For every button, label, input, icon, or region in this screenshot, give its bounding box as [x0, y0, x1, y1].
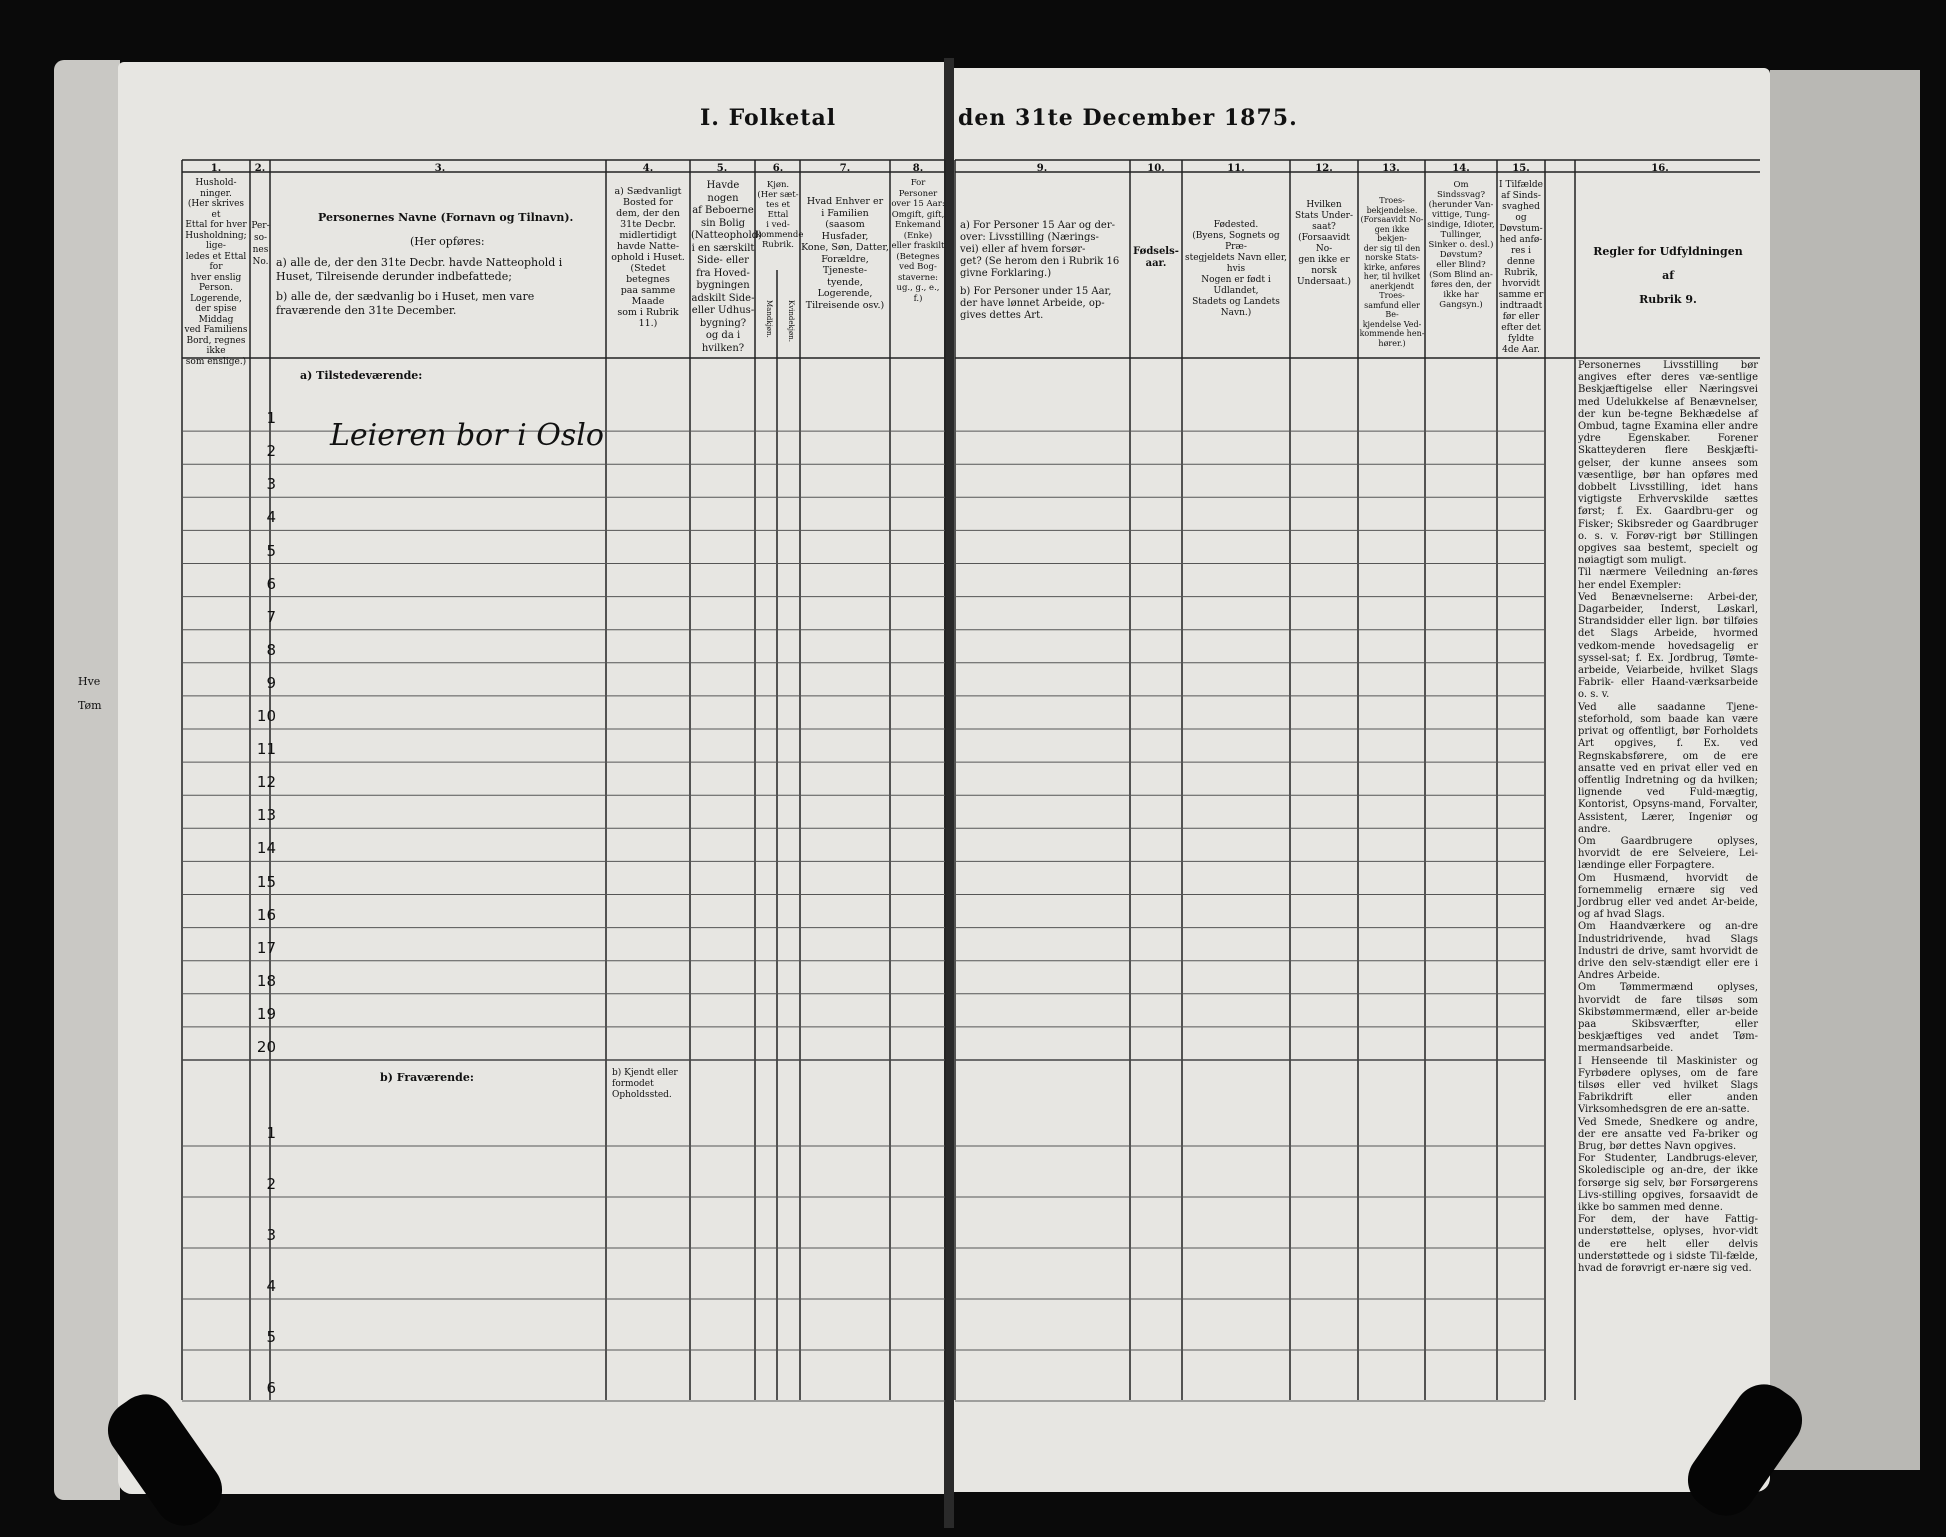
row-number: 1: [266, 1124, 276, 1142]
section-present-label: a) Tilstedeværende:: [300, 369, 423, 382]
row-number: 13: [256, 806, 276, 825]
header-sex-female: Kvindekjøn.: [787, 300, 795, 342]
header-households: Hushold- ninger. (Her skrives et Ettal for hver Husholdning; lige- ledes et Ettal for hver enslig Person. Logerende, der spise Middag ved Familiens Bord, regnes ikke som enslige.): [184, 178, 248, 367]
column-number: 8.: [912, 163, 924, 174]
header-marital-status: For Personer over 15 Aar: Omgift, gift, Enkemand (Enke) eller fraskilt (Betegnes ved Bog- staverne: ug., g., e., f.): [891, 178, 945, 304]
header-sex-male: Mandkjøn.: [765, 300, 773, 338]
header-usual-residence: a) Sædvanligt Bosted for dem, der den 31te Decbr. midlertidigt havde Natte- ophold i Huset. (Stedet betegnes paa samme Maade som i Rubrik 11.): [611, 186, 685, 329]
row-number: 8: [266, 640, 276, 659]
header-citizenship: Hvilken Stats Under- saat? (Forsaavidt No- gen ikke er norsk Undersaat.): [1294, 200, 1354, 287]
row-number: 17: [256, 938, 276, 957]
header-birthplace: Fødested. (Byens, Sognets og Præ- stegjeldets Navn eller, hvis Nogen er født i Udlandet, Stadets og Landets Navn.): [1184, 220, 1288, 318]
title-left: I. Folketal: [700, 105, 837, 131]
header-occupation-a: a) For Personer 15 Aar og der- over: Livsstilling (Nærings- vei) eller af hvem forsør- get? (Se herom den i Rubrik 16 givne Forklaring.): [960, 220, 1120, 279]
column-number: 11.: [1227, 163, 1245, 174]
header-occupation-b: b) For Personer under 15 Aar, der have lønnet Arbeide, op- gives dettes Art.: [960, 286, 1112, 321]
row-number: 14: [256, 839, 276, 858]
row-number: 16: [256, 905, 276, 924]
row-number: 4: [266, 1277, 276, 1295]
header-religion: Troes- bekjendelse. (Forsaavidt No- gen ikke bekjen- der sig til den norske Stats- kirke, anføres her, til hvilket anerkjendt Troes- samfund eller Be- kjendelse Ved- kommende hen- hører.): [1359, 196, 1425, 348]
row-number: 5: [266, 541, 276, 560]
column-number: 1.: [210, 163, 222, 174]
row-number: 3: [266, 1226, 276, 1244]
row-number: 6: [266, 1379, 276, 1397]
handwritten-entry: Leieren bor i Oslo: [330, 418, 604, 453]
row-number: 3: [266, 475, 276, 494]
row-number: 10: [256, 707, 276, 725]
column-number: 5.: [716, 163, 728, 174]
column-number: 14.: [1452, 163, 1470, 174]
row-number: 2: [266, 1175, 276, 1193]
column-number: 15.: [1512, 163, 1530, 174]
header-family-role: Hvad Enhver er i Familien (saasom Husfader, Kone, Søn, Datter, Forældre, Tjeneste- tyende, Logerende, Tilreisende osv.): [801, 196, 889, 311]
column-number: 3.: [434, 163, 446, 174]
row-number: 12: [256, 773, 276, 792]
header-separate-building: Havde nogen af Beboerne sin Bolig (Natteophold) i en særskilt Side- eller fra Hoved- bygningen adskilt Side- eller Udhus- bygning? og da i hvilken?: [691, 180, 762, 354]
header-person-no: Per- so- nes No.: [251, 221, 270, 267]
header-names-title: Personernes Navne (Fornavn og Tilnavn).: [318, 211, 574, 224]
row-number: 19: [256, 1004, 276, 1023]
row-number: 6: [266, 574, 276, 593]
row-number: 7: [266, 607, 276, 626]
header-sex: Kjøn. (Her sæt- tes et Ettal i ved- kommende Rubrik.: [756, 180, 804, 250]
column-number: 2.: [254, 163, 266, 174]
title-right: den 31te December 1875.: [958, 105, 1298, 131]
header-names-a: a) alle de, der den 31te Decbr. havde Natteophold i Huset, Tilreisende derunder indbefattede;: [276, 256, 563, 283]
row-number: 18: [256, 971, 276, 990]
header-names-sub: (Her opføres:: [410, 235, 485, 248]
column-number: 6.: [772, 163, 784, 174]
row-number: 1: [266, 409, 276, 428]
row-number: 4: [266, 508, 276, 527]
row-number: 15: [256, 872, 276, 891]
column-number: 16.: [1651, 163, 1669, 174]
row-number: 20: [256, 1038, 276, 1056]
header-rules: Regler for Udfyldningen af Rubrik 9.: [1593, 245, 1743, 306]
row-number: 11: [256, 740, 276, 759]
rules-text: Personernes Livsstilling bør angives efter deres væ-sentlige Beskjæftigelse eller Næringsvei med Udelukkelse af Benævnelser, der kun be-tegne Bekhædelse af Ombud, tagne Examina eller andre ydre Egenskaber. Forener Skatteyderen flere Beskjæfti-gelser, der kunne ansees som væsentlige, bør han opføres med dobbelt Livsstilling, idet hans vigtigste Erhvervskilde sættes først; f. Ex. Gaardbru-ger og Fisker; Skibsreder og Gaardbruger o. s. v. Forøv-rigt bør Stillingen opgives saa bestemt, specielt og nøiagtigt som muligt. Til nærmere Veiledning an-føres her endel Exempler: Ved Benævnelserne: Arbei-der, Dagarbeider, Inderst, Løskarl, Strandsidder eller lign. bør tilføies det Slags Arbeide, hvormed vedkom-mende hovedsagelig er syssel-sat; f. Ex. Jordbrug, Tømte-arbeide, Veiarbeide, hvilket Slags Fabrik- eller Haand-værksarbeide o. s. v. Ved alle saadanne Tjene-steforhold, som baade kan være privat og offentligt, bør Forholdets Art opgives, f. Ex. ved Regnskabsførere, om de ere ansatte ved en privat eller ved en offentlig Indretning og da hvilken; lignende ved Fuld-mægtig, Kontorist, Opsyns-mand, Forvalter, Assistent, Lærer, Ingeniør og andre. Om Gaardbrugere oplyses, hvorvidt de ere Selveiere, Lei-lændinge eller Forpagtere. Om Husmænd, hvorvidt de fornemmelig ernære sig ved Jordbrug eller ved andet Ar-beide, og af hvad Slags. Om Haandværkere og an-dre Industridrivende, hvad Slags Industri de drive, samt hvorvidt de drive den selv-stændigt eller ere i Andres Arbeide. Om Tømmermænd oplyses, hvorvidt de fare tilsøs som Skibstømmermænd, eller ar-beide paa Skibsværfter, eller beskjæftiges ved andet Tøm-mermandsarbeide. I Henseende til Maskinister og Fyrbødere oplyses, om de fare tilsøs eller ved hvilket Slags Fabrikdrift eller anden Virksomhedsgren de ere an-satte. Ved Smede, Snedkere og andre, der ere ansatte ved Fa-briker og Brug, bør dettes Navn opgives. For Studenter, Landbrugs-elever, Skoledisciple og an-dre, der ikke forsørge sig selv, bør Forsørgerens Livs-stilling opgives, forsaavidt de ikke bo sammen med denne. For dem, der have Fattig-understøttelse, oplyses, hvor-vidt de ere helt eller delvis understøttede og i sidste Til-fælde, hvad de forøvrigt er-nære sig ved.: [1578, 360, 1758, 1275]
header-birth-year: Fødsels- aar.: [1133, 246, 1179, 269]
column-number: 9.: [1036, 163, 1048, 174]
header-disability: Om Sindssvag? (herunder Van- vittige, Tung- sindige, Idioter, Tullinger, Sinker o. desl.) Døvstum? eller Blind? (Som Blind an- føres den, der ikke har Gangsyn.): [1427, 180, 1495, 310]
column-number: 12.: [1315, 163, 1333, 174]
row-number: 5: [266, 1328, 276, 1346]
row-number: 9: [266, 673, 276, 692]
row-number: 2: [266, 442, 276, 461]
column-number: 4.: [642, 163, 654, 174]
column-number: 10.: [1147, 163, 1165, 174]
edge-text-1: Hve: [78, 675, 101, 688]
section-absent-label: b) Fraværende:: [380, 1071, 474, 1084]
header-names-b: b) alle de, der sædvanlig bo i Huset, men vare fraværende den 31te December.: [276, 290, 535, 317]
column-number: 7.: [839, 163, 851, 174]
column-number: 13.: [1382, 163, 1400, 174]
section-absent-col4: b) Kjendt eller formodet Opholdssted.: [612, 1068, 678, 1100]
header-onset: I Tilfælde af Sinds- svaghed og Døvstum- hed anfø- res i denne Rubrik, hvorvidt samme er indtraadt før eller efter det fyldte 4de Aar.: [1498, 180, 1544, 355]
edge-text-2: Tøm: [78, 699, 102, 712]
